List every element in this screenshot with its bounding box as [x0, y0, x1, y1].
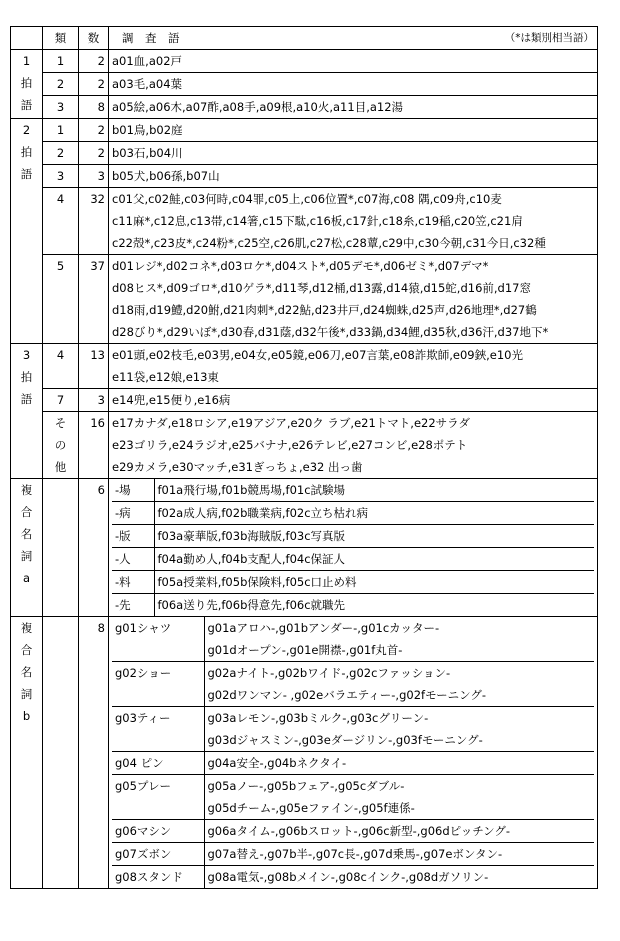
words-cell: f01a飛行場,f01b競馬場,f01c試験場 — [154, 479, 594, 502]
words-cell: f03a豪華版,f03b海賊版,f03c写真版 — [154, 525, 594, 548]
type-cell: 1 — [43, 50, 79, 73]
count-cell: 8 — [79, 96, 109, 119]
list-item — [112, 775, 594, 820]
list-item — [112, 594, 594, 617]
base-cell: g06マシン — [112, 820, 204, 843]
count-cell: 37 — [79, 255, 109, 344]
base-cell: g02ショー — [112, 662, 204, 707]
base-cell: g01シャツ — [112, 617, 204, 662]
type-cell: 1 — [43, 119, 79, 142]
words-cell: g01aアロハ-,g01bアンダー-,g01cカッター- g01dオープン-,g01e開襟-,g01f丸首- — [204, 617, 594, 662]
words-cell: c01父,c02鮭,c03何時,c04罪,c05上,c06位置*,c07海,c08 隅,c09舟,c10麦 c11麻*,c12息,c13帯,c14箸,c15下駄,c16板,c17針,c18糸,c19稲,c20笠,c21肩 c22殻*,c23皮*,c24粉*,c25空,c26肌,c27松,c28蕈,c29中,c30今朝,c31今日,c32種 — [109, 188, 598, 255]
count-cell: 3 — [79, 165, 109, 188]
list-item — [112, 843, 594, 866]
count-cell: 2 — [79, 119, 109, 142]
words-cell: a01血,a02戸 — [109, 50, 598, 73]
list-item — [112, 525, 594, 548]
type-cell: 4 — [43, 188, 79, 255]
table-row — [11, 188, 598, 255]
suffix-cell: -人 — [112, 548, 154, 571]
words-cell: e14兜,e15便り,e16病 — [109, 389, 598, 412]
count-cell: 32 — [79, 188, 109, 255]
group-label-compound-b: 複 合 名 詞 b — [11, 617, 43, 889]
count-cell: 8 — [79, 617, 109, 889]
type-cell: 4 — [43, 344, 79, 389]
words-cell: g06aタイム-,g06bスロット-,g06c新型-,g06dピッチング- — [204, 820, 594, 843]
count-cell: 6 — [79, 479, 109, 617]
words-cell: g05aノー-,g05bフェア-,g05cダブル- g05dチーム-,g05eファイン-,g05f連係- — [204, 775, 594, 820]
words-cell: g04a安全-,g04bネクタイ- — [204, 752, 594, 775]
base-cell: g03ティー — [112, 707, 204, 752]
count-cell: 2 — [79, 50, 109, 73]
count-cell: 16 — [79, 412, 109, 479]
type-cell: 7 — [43, 389, 79, 412]
words-cell: g07a替え-,g07b半-,g07c長-,g07d乗馬-,g07eボンタン- — [204, 843, 594, 866]
base-cell: g05プレー — [112, 775, 204, 820]
header-count: 数 — [79, 27, 109, 50]
table-row — [11, 617, 598, 889]
list-item — [112, 820, 594, 843]
survey-word-table — [10, 26, 598, 889]
type-cell: 2 — [43, 73, 79, 96]
table-row — [11, 96, 598, 119]
list-item — [112, 617, 594, 662]
type-cell: 3 — [43, 165, 79, 188]
table-row — [11, 255, 598, 344]
list-item — [112, 479, 594, 502]
type-cell: 2 — [43, 142, 79, 165]
type-cell: 5 — [43, 255, 79, 344]
words-cell: f06a送り先,f06b得意先,f06c就職先 — [154, 594, 594, 617]
group-label-compound-a: 複 合 名 詞 a — [11, 479, 43, 617]
words-cell: f02a成人病,f02b職業病,f02c立ち枯れ病 — [154, 502, 594, 525]
words-cell: a05絵,a06木,a07酢,a08手,a09根,a10火,a11目,a12湯 — [109, 96, 598, 119]
suffix-cell: -版 — [112, 525, 154, 548]
table-row — [11, 165, 598, 188]
type-cell: 3 — [43, 96, 79, 119]
header-note: （*は類別相当語） — [504, 32, 594, 44]
header-row — [11, 27, 598, 50]
type-cell — [43, 617, 79, 889]
words-cell: g02aナイト-,g02bワイド-,g02cファッション- g02dワンマン- ,g02eバラエティー-,g02fモーニング- — [204, 662, 594, 707]
words-cell: b03石,b04川 — [109, 142, 598, 165]
list-item — [112, 707, 594, 752]
count-cell: 2 — [79, 73, 109, 96]
list-item — [112, 866, 594, 889]
type-cell — [43, 479, 79, 617]
list-item — [112, 502, 594, 525]
table-row — [11, 50, 598, 73]
count-cell: 2 — [79, 142, 109, 165]
compound-b-subtable — [112, 617, 594, 888]
words-cell: f04a勤め人,f04b支配人,f04c保証人 — [154, 548, 594, 571]
words-cell: a03毛,a04葉 — [109, 73, 598, 96]
type-cell-other: そ の 他 — [43, 412, 79, 479]
group-label-one-mora: 1 拍 語 — [11, 50, 43, 119]
header-words — [109, 27, 598, 50]
count-cell: 13 — [79, 344, 109, 389]
table-row — [11, 479, 598, 617]
words-cell: d01レジ*,d02コネ*,d03ロケ*,d04スト*,d05デモ*,d06ゼミ*,d07デマ* d08ヒス*,d09ゴロ*,d10ゲラ*,d11琴,d12桶,d13露,d14猿,d15蛇,d16前,d17窓 d18雨,d19鱧,d20鮒,d21肉刺*,d22鮎,d23井戸,d24蜘蛛,d25声,d26地理*,d27鶴 d28びり*,d29いぼ*,d30春,d31蔭,d32午後*,d33鍋,d34鯉,d35秋,d36汗,d37地下* — [109, 255, 598, 344]
suffix-cell: -料 — [112, 571, 154, 594]
compound-a-subtable — [112, 479, 594, 616]
words-cell: g08a電気-,g08bメイン-,g08cインク-,g08dガソリン- — [204, 866, 594, 889]
table-row — [11, 412, 598, 479]
group-label-two-mora: 2 拍 語 — [11, 119, 43, 344]
base-cell: g08スタンド — [112, 866, 204, 889]
compound-a-cell — [109, 479, 598, 617]
suffix-cell: -場 — [112, 479, 154, 502]
table-row — [11, 119, 598, 142]
header-words-label: 調 査 語 — [122, 31, 180, 45]
words-cell: e01頭,e02枝毛,e03男,e04女,e05鏡,e06刀,e07言葉,e08詐欺師,e09鋏,e10光 e11袋,e12娘,e13東 — [109, 344, 598, 389]
words-cell: f05a授業料,f05b保険料,f05c口止め料 — [154, 571, 594, 594]
table-row — [11, 389, 598, 412]
suffix-cell: -先 — [112, 594, 154, 617]
suffix-cell: -病 — [112, 502, 154, 525]
list-item — [112, 752, 594, 775]
group-label-three-mora: 3 拍 語 — [11, 344, 43, 479]
list-item — [112, 571, 594, 594]
words-cell: g03aレモン-,g03bミルク-,g03cグリーン- g03dジャスミン-,g03eダージリン-,g03fモーニング- — [204, 707, 594, 752]
table-row — [11, 142, 598, 165]
header-type: 類 — [43, 27, 79, 50]
words-cell: b01鳥,b02庭 — [109, 119, 598, 142]
table-row — [11, 73, 598, 96]
list-item — [112, 548, 594, 571]
table-row — [11, 344, 598, 389]
compound-b-cell — [109, 617, 598, 889]
list-item — [112, 662, 594, 707]
words-cell: b05犬,b06孫,b07山 — [109, 165, 598, 188]
count-cell: 3 — [79, 389, 109, 412]
header-blank — [11, 27, 43, 50]
base-cell: g04 ピン — [112, 752, 204, 775]
base-cell: g07ズボン — [112, 843, 204, 866]
words-cell: e17カナダ,e18ロシア,e19アジア,e20ク ラブ,e21トマト,e22サラダ e23ゴリラ,e24ラジオ,e25バナナ,e26テレビ,e27コンビ,e28ポテト e29カメラ,e30マッチ,e31ぎっちょ,e32 出っ歯 — [109, 412, 598, 479]
